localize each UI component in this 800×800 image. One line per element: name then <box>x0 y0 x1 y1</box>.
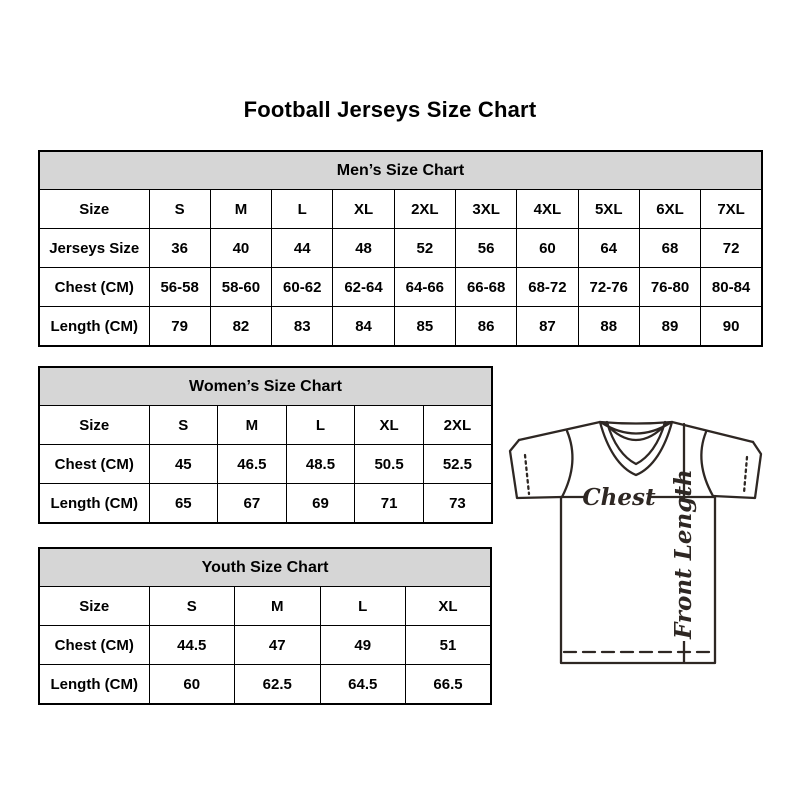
women-table-header-row <box>39 367 492 406</box>
size-value-cell: 65 <box>149 484 218 524</box>
size-value-cell: 66-68 <box>455 268 516 307</box>
women-table-row-2 <box>39 484 492 524</box>
size-value-cell: 56 <box>455 229 516 268</box>
row-label: Size <box>39 587 149 626</box>
size-value-cell: 80-84 <box>701 268 762 307</box>
size-value-cell: 45 <box>149 445 218 484</box>
size-value-cell: 86 <box>455 307 516 347</box>
youth-table-header-row <box>39 548 491 587</box>
women-table-title: Women’s Size Chart <box>39 367 492 406</box>
size-value-cell: 6XL <box>639 190 700 229</box>
size-value-cell: 85 <box>394 307 455 347</box>
men-table-row-0 <box>39 190 762 229</box>
row-label: Chest (CM) <box>39 626 149 665</box>
size-value-cell: 5XL <box>578 190 639 229</box>
men-table-row-3 <box>39 307 762 347</box>
size-value-cell: L <box>320 587 406 626</box>
row-label: Length (CM) <box>39 307 149 347</box>
size-value-cell: 52.5 <box>423 445 492 484</box>
size-value-cell: 68-72 <box>517 268 578 307</box>
jersey-left-sleeve-seam <box>562 431 572 497</box>
size-value-cell: 82 <box>210 307 271 347</box>
size-value-cell: M <box>235 587 321 626</box>
size-value-cell: 64 <box>578 229 639 268</box>
size-value-cell: 76-80 <box>639 268 700 307</box>
women-table-row-1 <box>39 445 492 484</box>
row-label: Length (CM) <box>39 665 149 705</box>
chest-measure-label: Chest <box>582 484 656 511</box>
size-value-cell: 58-60 <box>210 268 271 307</box>
size-value-cell: 49 <box>320 626 406 665</box>
size-value-cell: 44.5 <box>149 626 235 665</box>
size-value-cell: 2XL <box>394 190 455 229</box>
size-value-cell: 62.5 <box>235 665 321 705</box>
front-length-measure-label: Front Length <box>670 469 697 639</box>
size-value-cell: XL <box>333 190 394 229</box>
size-value-cell: 44 <box>272 229 333 268</box>
size-value-cell: 50.5 <box>355 445 424 484</box>
size-value-cell: 40 <box>210 229 271 268</box>
mens-size-chart-table <box>38 150 763 347</box>
row-label: Size <box>39 190 149 229</box>
jersey-right-sleeve-seam <box>701 432 713 496</box>
men-table-row-2 <box>39 268 762 307</box>
jersey-left-sleeve-cuff-dotted-line <box>525 455 529 494</box>
row-label: Size <box>39 406 149 445</box>
size-value-cell: 71 <box>355 484 424 524</box>
size-value-cell: 48 <box>333 229 394 268</box>
size-value-cell: 56-58 <box>149 268 210 307</box>
size-value-cell: 7XL <box>701 190 762 229</box>
men-table-header-row <box>39 151 762 190</box>
size-value-cell: L <box>272 190 333 229</box>
size-value-cell: 64.5 <box>320 665 406 705</box>
size-value-cell: XL <box>406 587 492 626</box>
size-value-cell: 66.5 <box>406 665 492 705</box>
size-value-cell: 68 <box>639 229 700 268</box>
size-value-cell: S <box>149 190 210 229</box>
jersey-shoulder-left-line <box>519 422 600 440</box>
youth-table-row-0 <box>39 587 491 626</box>
youth-table-row-1 <box>39 626 491 665</box>
size-value-cell: 60 <box>149 665 235 705</box>
size-value-cell: L <box>286 406 355 445</box>
size-value-cell: 47 <box>235 626 321 665</box>
size-value-cell: 3XL <box>455 190 516 229</box>
size-value-cell: 60 <box>517 229 578 268</box>
row-label: Jerseys Size <box>39 229 149 268</box>
size-value-cell: 79 <box>149 307 210 347</box>
size-value-cell: 52 <box>394 229 455 268</box>
size-value-cell: 4XL <box>517 190 578 229</box>
jersey-left-sleeve-outline <box>510 440 562 498</box>
size-value-cell: M <box>218 406 287 445</box>
youth-table-title: Youth Size Chart <box>39 548 491 587</box>
youth-table-row-2 <box>39 665 491 705</box>
page-title: Football Jerseys Size Chart <box>243 97 537 122</box>
size-value-cell: 90 <box>701 307 762 347</box>
jersey-right-sleeve-outline <box>713 442 761 498</box>
jersey-measurement-diagram <box>505 414 767 666</box>
size-value-cell: 67 <box>218 484 287 524</box>
size-value-cell: M <box>210 190 271 229</box>
size-value-cell: 36 <box>149 229 210 268</box>
women-table-row-0 <box>39 406 492 445</box>
row-label: Length (CM) <box>39 484 149 524</box>
row-label: Chest (CM) <box>39 445 149 484</box>
size-value-cell: 51 <box>406 626 492 665</box>
jersey-right-sleeve-cuff-dotted-line <box>744 457 747 493</box>
womens-size-chart-table <box>38 366 493 524</box>
jersey-back-collar-arc-inner <box>605 423 667 440</box>
size-value-cell: 72-76 <box>578 268 639 307</box>
size-value-cell: 62-64 <box>333 268 394 307</box>
size-value-cell: S <box>149 587 235 626</box>
jersey-neck-top-line <box>600 422 672 424</box>
size-value-cell: 60-62 <box>272 268 333 307</box>
size-value-cell: 2XL <box>423 406 492 445</box>
size-value-cell: 69 <box>286 484 355 524</box>
row-label: Chest (CM) <box>39 268 149 307</box>
size-value-cell: 46.5 <box>218 445 287 484</box>
size-value-cell: 73 <box>423 484 492 524</box>
size-value-cell: 48.5 <box>286 445 355 484</box>
size-value-cell: 84 <box>333 307 394 347</box>
youth-size-chart-table <box>38 547 492 705</box>
size-value-cell: 72 <box>701 229 762 268</box>
men-table-row-1 <box>39 229 762 268</box>
size-value-cell: XL <box>355 406 424 445</box>
size-value-cell: 89 <box>639 307 700 347</box>
size-value-cell: S <box>149 406 218 445</box>
size-value-cell: 64-66 <box>394 268 455 307</box>
men-table-title: Men’s Size Chart <box>39 151 762 190</box>
size-value-cell: 83 <box>272 307 333 347</box>
size-value-cell: 87 <box>517 307 578 347</box>
size-value-cell: 88 <box>578 307 639 347</box>
